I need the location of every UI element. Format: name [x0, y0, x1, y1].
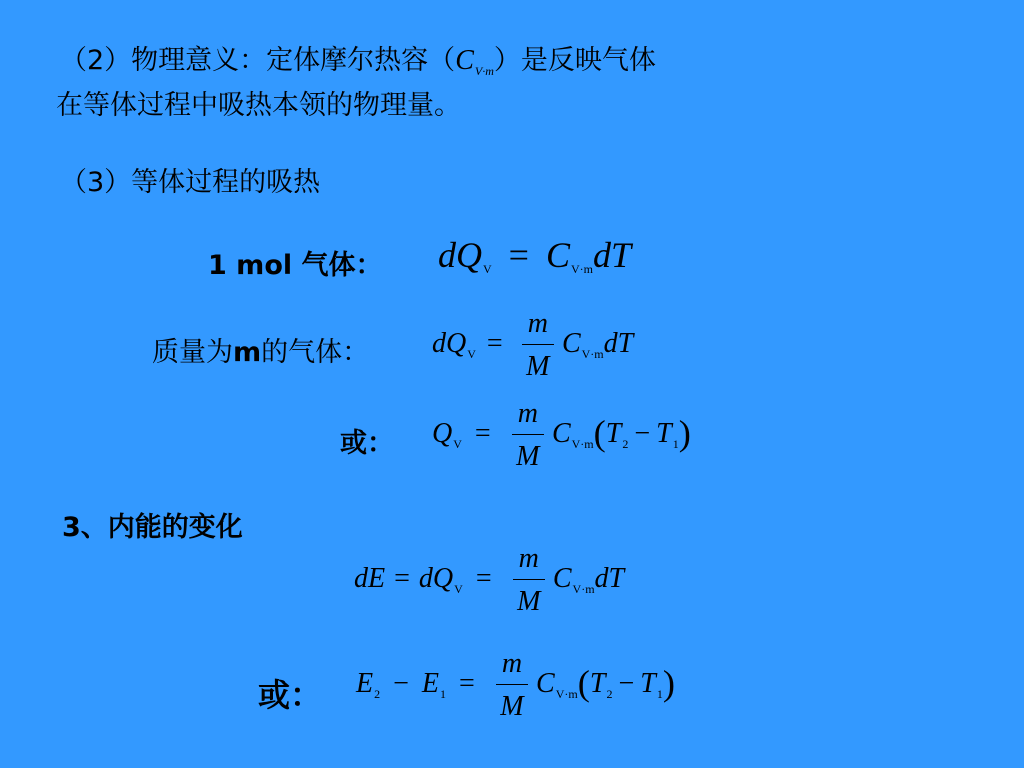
or-label-2: 或： — [258, 676, 323, 714]
definition-line-2: 在等体过程中吸热本领的物理量。 — [56, 90, 461, 121]
formula-mass-m: $dQ_V$ = $\frac{m}{M}$ $C_{V\cdot m}dT$ — [432, 308, 634, 382]
definition-line-1 — [60, 38, 656, 79]
formula-qv-total: $Q_V$ = $\frac{m}{M}$ $C_{V\cdot m}(T_2 - T_1)$ — [432, 398, 691, 472]
mass-m-label: 质量为m的气体： — [152, 337, 370, 368]
definition-prefix: （2）物理意义：定体摩尔热容（ — [60, 45, 456, 76]
formula-delta-e: $E_2 - E_1$ = $\frac{m}{M}$ $C_{V\cdot m}(T_2 - T_1)$ — [356, 648, 675, 722]
or-label-1: 或： — [340, 428, 394, 459]
isochoric-heat-heading: （3）等体过程的吸热 — [60, 167, 321, 198]
cvm-symbol: $C_{V\cdot m}$ — [455, 45, 494, 78]
definition-suffix: ）是反映气体 — [493, 45, 656, 76]
fraction-m-over-M: $\frac{m}{M}$ — [522, 308, 554, 383]
formula-one-mol: $dQ_V = C_{V\cdot m}dT$ — [438, 235, 632, 276]
formula-de: dE = $dQ_V$ = $\frac{m}{M}$ $C_{V\cdot m}dT$ — [354, 543, 625, 617]
one-mol-label: 1 mol 气体： — [208, 250, 383, 281]
internal-energy-heading: 3、内能的变化 — [62, 512, 243, 543]
